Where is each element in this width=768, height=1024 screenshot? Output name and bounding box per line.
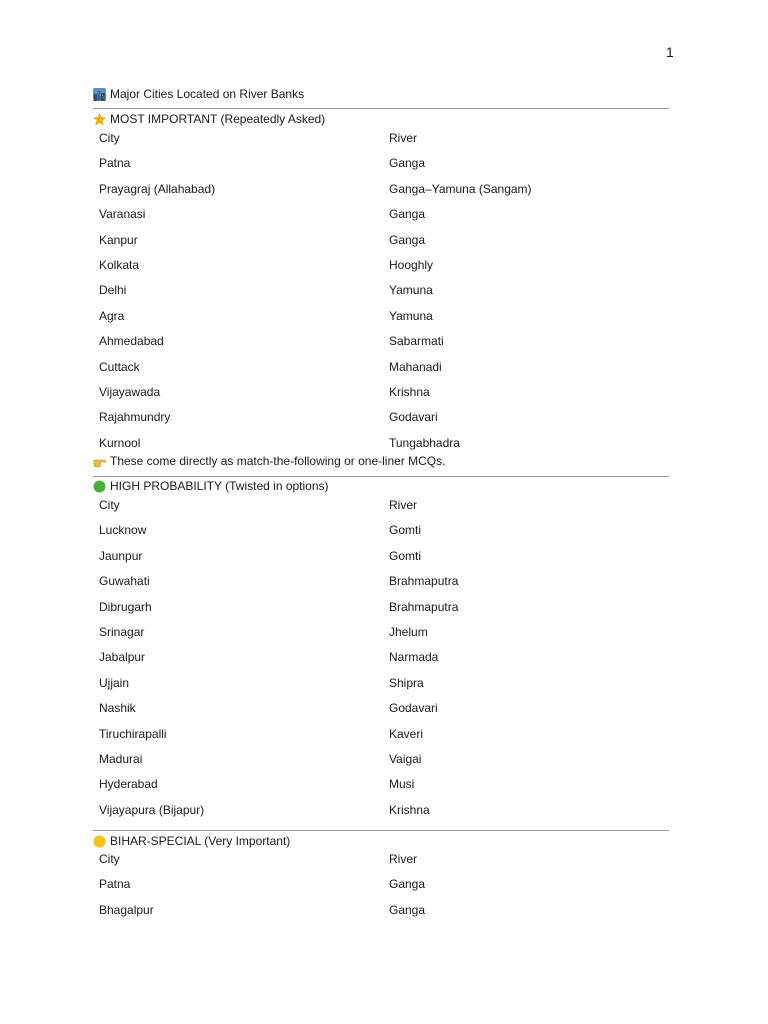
river-cell: Ganga–Yamuna (Sangam): [389, 181, 532, 196]
document-title-text: Major Cities Located on River Banks: [110, 87, 305, 101]
river-cell: Hooghly: [389, 257, 434, 272]
table-row: [99, 283, 579, 308]
star-icon: [93, 113, 106, 126]
table-row: [99, 156, 579, 181]
table-row: [99, 410, 579, 435]
table-row: [99, 752, 579, 777]
city-cell: Kurnool: [99, 435, 141, 450]
city-cell: Nashik: [99, 701, 136, 716]
note-text: These come directly as match-the-following or one-liner MCQs.: [110, 454, 446, 468]
yellow-circle-icon: [93, 835, 106, 848]
column-header-river: River: [389, 498, 418, 512]
section-heading-bihar-special: [93, 833, 290, 849]
table-row: [99, 727, 579, 752]
document-title: [93, 86, 304, 102]
river-cell: Krishna: [389, 384, 430, 399]
river-cell: Yamuna: [389, 283, 433, 298]
city-cell: Ujjain: [99, 675, 130, 690]
river-cell: Yamuna: [389, 308, 433, 323]
river-cell: Narmada: [389, 650, 439, 665]
section-heading-high-probability: [93, 478, 329, 494]
city-cell: Ahmedabad: [99, 334, 164, 349]
river-cell: Mahanadi: [389, 359, 442, 374]
table-most-important: [99, 131, 579, 454]
section-divider: [93, 476, 669, 477]
river-cell: Tungabhadra: [389, 435, 460, 450]
column-header-city: City: [99, 852, 120, 866]
section-divider: [93, 108, 669, 109]
table-row: [99, 549, 579, 574]
section-heading-text: HIGH PROBABILITY (Twisted in options): [110, 479, 329, 493]
pointing-hand-icon: [93, 455, 106, 468]
table-row: [99, 625, 579, 650]
section-heading-most-important: [93, 111, 325, 127]
city-cell: Dibrugarh: [99, 599, 152, 614]
city-cell: Vijayawada: [99, 384, 161, 399]
table-row: [99, 803, 579, 821]
city-cell: Kolkata: [99, 257, 140, 272]
river-cell: Ganga: [389, 156, 426, 171]
table-row: [99, 360, 579, 385]
table-row: [99, 777, 579, 802]
river-cell: Vaigai: [389, 751, 422, 766]
city-cell: Tiruchirapalli: [99, 726, 167, 741]
city-cell: Guwahati: [99, 574, 150, 589]
river-cell: Ganga: [389, 232, 426, 247]
city-cell: Cuttack: [99, 359, 140, 374]
river-cell: Gomti: [389, 548, 422, 563]
city-cell: Madurai: [99, 751, 143, 766]
section-divider: [93, 830, 669, 831]
city-cell: Hyderabad: [99, 777, 158, 792]
table-high-probability: [99, 498, 579, 821]
river-cell: Ganga: [389, 902, 426, 917]
table-header-row: [99, 852, 579, 877]
city-cell: Agra: [99, 308, 125, 323]
section-heading-text: MOST IMPORTANT (Repeatedly Asked): [110, 112, 326, 126]
river-cell: Brahmaputra: [389, 574, 459, 589]
river-cell: Godavari: [389, 701, 438, 716]
river-cell: Ganga: [389, 207, 426, 222]
column-header-river: River: [389, 131, 418, 145]
city-cell: Vijayapura (Bijapur): [99, 802, 205, 817]
river-cell: Shipra: [389, 675, 424, 690]
city-cell: Bhagalpur: [99, 902, 154, 917]
table-row: [99, 877, 579, 902]
river-cell: Jhelum: [389, 624, 428, 639]
table-row: [99, 903, 579, 928]
table-header-row: [99, 131, 579, 156]
table-row: [99, 182, 579, 207]
table-row: [99, 574, 579, 599]
table-row: [99, 523, 579, 548]
table-row: [99, 309, 579, 334]
river-cell: Kaveri: [389, 726, 424, 741]
table-row: [99, 207, 579, 232]
cityscape-icon: [93, 88, 106, 101]
section-heading-text: BIHAR-SPECIAL (Very Important): [110, 834, 291, 848]
table-row: [99, 233, 579, 258]
city-cell: Delhi: [99, 283, 127, 298]
city-cell: Varanasi: [99, 207, 146, 222]
table-row: [99, 436, 579, 454]
river-cell: Gomti: [389, 523, 422, 538]
table-bihar-special: [99, 852, 579, 928]
city-cell: Prayagraj (Allahabad): [99, 181, 216, 196]
river-cell: Brahmaputra: [389, 599, 459, 614]
table-row: [99, 701, 579, 726]
table-header-row: [99, 498, 579, 523]
table-row: [99, 676, 579, 701]
page-number: 1: [666, 44, 674, 60]
green-circle-icon: [93, 480, 106, 493]
table-row: [99, 385, 579, 410]
column-header-city: City: [99, 131, 120, 145]
city-cell: Jaunpur: [99, 548, 143, 563]
section-note: [93, 453, 445, 469]
column-header-city: City: [99, 498, 120, 512]
city-cell: Lucknow: [99, 523, 147, 538]
table-row: [99, 334, 579, 359]
river-cell: Ganga: [389, 877, 426, 892]
city-cell: Srinagar: [99, 624, 145, 639]
table-row: [99, 650, 579, 675]
city-cell: Kanpur: [99, 232, 138, 247]
river-cell: Krishna: [389, 802, 430, 817]
city-cell: Rajahmundry: [99, 410, 171, 425]
table-row: [99, 258, 579, 283]
river-cell: Godavari: [389, 410, 438, 425]
city-cell: Patna: [99, 156, 131, 171]
river-cell: Musi: [389, 777, 415, 792]
river-cell: Sabarmati: [389, 334, 444, 349]
column-header-river: River: [389, 852, 418, 866]
city-cell: Patna: [99, 877, 131, 892]
city-cell: Jabalpur: [99, 650, 146, 665]
table-row: [99, 600, 579, 625]
